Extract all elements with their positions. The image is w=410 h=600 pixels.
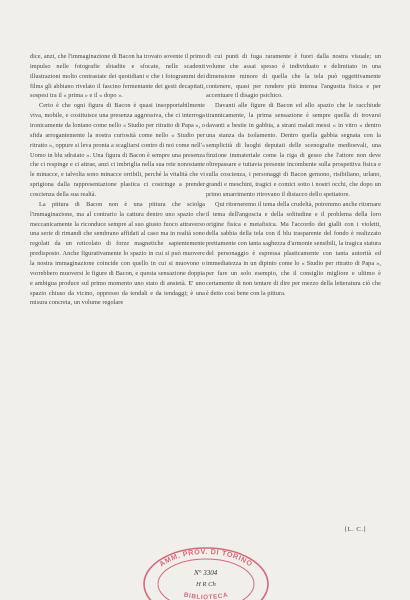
left-column (30, 52, 205, 308)
stamp-number: N° 3304 (194, 569, 218, 577)
left-column-paragraph: Certo è che ogni figura di Bacon è quasi insopportabilmente viva, mobile, e costituisce una presenza aggressiva, che ci interroga ironicamente da lontano come nello « Studio per ritratto di Papa », o sfida arrogantemente la nostra curiosità come nello « Studio per ritratto », oppure si leva pronta a scagliarsi contro di noi come nell'« Uomo in blu sdraiato ». Una figura di Bacon è sempre una presenza che ci respinge e ci attrae, anzi ci imbriglia nella sua rete nonostante le minacce, e talvolta sono minacce orribili, perché la vitalità che vi sprigiona dalla rappresentazione plastica ci costringe a prender coscienza della sua realtà. (30, 102, 205, 199)
stamp-inner-ring (158, 559, 254, 600)
stamp-code: H R Ch (196, 581, 216, 588)
left-column-paragraph: dice, anzi, che l'immaginazione di Bacon ha trovato sovente il primo impulso nelle fotografie sbiadite e sfocate, nelle scadenti illustrazioni molto contrastate dei quotidiani e che i fotogrammi dei films gli abbiano rivelato il fascino fermentante dei gesti decapitati, sospesi tra il « prima » e il « dopo ». (30, 53, 205, 100)
library-stamp (136, 540, 276, 600)
stamp-graphic (136, 540, 276, 600)
stamp-inner-text: BIBLIOTECA (183, 591, 229, 600)
author-signature: [L. C.] (345, 526, 367, 533)
right-column (206, 52, 381, 298)
right-column-paragraph: Qui ritorneremo il tema della crudeltà, potremmo anche ritornare il tema dell'angoscia e della solitudine e il problema della loro origine fisica e metafisica. Ma l'accordo dei gialli con i violetti, della sabbia della tela con il blu trasparente del fondo è realizzato prettamente con tanta saghezza d'armonie sensibili, la tragica statura del personaggio è espressa plasticamente con tanta autorità ed immediatezza in un dipinto come lo « Studio per ritratto di Papa », per fare un solo esempio, che il consiglio migliore e ultimo è certamente di non tentare di dire per mezzo della letteratura ciò che è detto così bene con la pittura. (206, 200, 381, 297)
right-column-paragraph: Davanti alle figure di Bacon ed allo spazio che le racchiude tirannicamente, la prima sensazione è sempre quella di trovarsi davanti a bestie in gabbia, a strani malati messi « in vitro » dentro una stanza da isolamento. Dentro quella gabbia segnata con la semplicità di luoghi deputati delle scenografie medioevali, una finzione immateriale come la riga di gesso che l'attore non deve oltrepassare e tuttavia presente incombente sulla prospettiva fisica e sulla coscienza, i personaggi di Bacon gemono, risibiliano, urlano, grandi e meschini, tragici e comici sotto i nostri occhi, che dopo un primo smarrimento ritrovano il distacco dello spettatore. (206, 102, 381, 199)
stamp-outer-text: AMM. PROV. DI TORINO (157, 546, 255, 569)
left-column-paragraph: La pittura di Bacon non è una pittura che sciolga l'immaginazione, ma al contrario la cattura dentro uno spazio che meccanicamente la riconduce sempre al suo giusto fuoco attraverso una serie di rimandi che sembrano affidati al caso ma in realtà sono regolati da un reticolato di forze magnetiche sapientemente predisposto. Anche figurativamente lo spazio in cui si può muovere la nostra immaginazione coincide con quello in cui si muovono o vorrebbero muoversi le figure di Bacon, e questa sensazione doppia e ambigua produce sul primo momento uno stato di ansietà. E' uno spazio chiuso da vicino, oppresso da tendali e da tendaggi; è una misura concreta, un volume regolare (30, 200, 205, 307)
right-column-paragraph: di cui punti di fuga raramente è fuori dalla nostra visuale; un volume che assai spesso è individuato e delimitato in una dimensione minore di quella che la tela può oggettivamente contenere, quasi per rendere più intensa l'angustia fisica e per accentuare il disagio psichico. (206, 53, 381, 100)
